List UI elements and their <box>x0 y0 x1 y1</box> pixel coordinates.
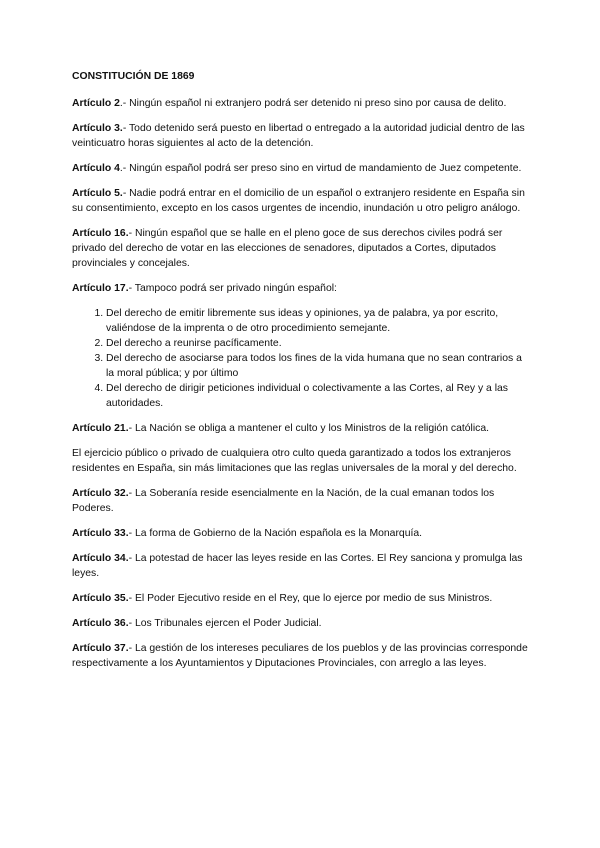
article-2 <box>72 96 532 111</box>
article-label: Artículo 5. <box>72 188 123 199</box>
article-separator: - <box>128 488 135 499</box>
article-text: Ningún español ni extranjero podrá ser detenido ni preso sino por causa de delito. <box>129 98 507 109</box>
article-text: Ningún español que se halle en el pleno goce de sus derechos civiles podrá ser privado del derecho de votar en las elecciones de senadores, diputados a Cortes, diputados provinciales y concejales. <box>72 228 503 269</box>
article-separator: - <box>122 123 129 134</box>
article-separator: - <box>128 593 135 604</box>
article-17 <box>72 281 532 296</box>
article-text: La Soberanía reside esencialmente en la Nación, de la cual emanan todos los Poderes. <box>72 488 495 514</box>
article-21 <box>72 421 532 436</box>
article-label: Artículo 2 <box>72 98 120 109</box>
article-separator: - <box>122 188 130 199</box>
article-text: Nadie podrá entrar en el domicilio de un español o extranjero residente en España sin su consentimiento, excepto en los casos urgentes de incendio, inundación u otro peligro análogo. <box>72 188 525 214</box>
article-separator: .- <box>119 98 130 109</box>
article-label: Artículo 32. <box>72 488 129 499</box>
article-separator: - <box>128 553 135 564</box>
article-17-list <box>72 306 532 411</box>
article-label: Artículo 34. <box>72 553 129 564</box>
article-text: Ningún español podrá ser preso sino en virtud de mandamiento de Juez competente. <box>129 163 522 174</box>
article-text: Todo detenido será puesto en libertad o entregado a la autoridad judicial dentro de las veinticuatro horas siguientes al acto de la detención. <box>72 123 525 149</box>
article-label: Artículo 36. <box>72 618 129 629</box>
list-item: 3. Del derecho de asociarse para todos los fines de la vida humana que no sean contrarios a la moral pública; y por último <box>106 351 532 381</box>
article-separator: - <box>128 228 135 239</box>
article-4 <box>72 161 532 176</box>
article-37 <box>72 641 532 671</box>
article-separator: - <box>128 528 135 539</box>
list-item: 4. Del derecho de dirigir peticiones individual o colectivamente a las Cortes, al Rey y a las autoridades. <box>106 381 532 411</box>
list-item: 2. Del derecho a reunirse pacíficamente. <box>106 336 532 351</box>
article-label: Artículo 37. <box>72 643 129 654</box>
article-label: Artículo 16. <box>72 228 129 239</box>
article-36 <box>72 616 532 631</box>
article-text: La forma de Gobierno de la Nación española es la Monarquía. <box>134 528 423 539</box>
article-text: La gestión de los intereses peculiares de los pueblos y de las provincias corresponde respectivamente a los Ayuntamientos y Diputaciones Provinciales, con arreglo a las leyes. <box>72 643 528 669</box>
article-text: La Nación se obliga a mantener el culto y los Ministros de la religión católica. <box>134 423 489 434</box>
document-page <box>72 69 532 681</box>
article-label: Artículo 33. <box>72 528 129 539</box>
article-separator: - <box>128 283 135 294</box>
article-separator: - <box>128 643 135 654</box>
article-text: Los Tribunales ejercen el Poder Judicial. <box>134 618 322 629</box>
article-separator: .- <box>119 163 130 174</box>
article-label: Artículo 4 <box>72 163 120 174</box>
article-21-extra: El ejercicio público o privado de cualquiera otro culto queda garantizado a todos los extranjeros residentes en España, sin más limitaciones que las reglas universales de la moral y del derecho. <box>72 448 517 474</box>
list-item: 1. Del derecho de emitir libremente sus ideas y opiniones, ya de palabra, ya por escrito, valiéndose de la imprenta o de otro procedimiento semejante. <box>106 306 532 336</box>
article-33 <box>72 526 532 541</box>
article-35 <box>72 591 532 606</box>
article-32 <box>72 486 532 516</box>
article-label: Artículo 35. <box>72 593 129 604</box>
document-title: CONSTITUCIÓN DE 1869 <box>72 71 195 82</box>
article-separator: - <box>128 618 135 629</box>
article-label: Artículo 3. <box>72 123 123 134</box>
article-label: Artículo 21. <box>72 423 129 434</box>
article-separator: - <box>128 423 135 434</box>
article-text: Tampoco podrá ser privado ningún español: <box>134 283 337 294</box>
article-3 <box>72 121 532 151</box>
article-label: Artículo 17. <box>72 283 129 294</box>
article-5 <box>72 186 532 216</box>
article-text: El Poder Ejecutivo reside en el Rey, que lo ejerce por medio de sus Ministros. <box>134 593 493 604</box>
article-34 <box>72 551 532 581</box>
article-16 <box>72 226 532 271</box>
article-text: La potestad de hacer las leyes reside en las Cortes. El Rey sanciona y promulga las leyes. <box>72 553 523 579</box>
